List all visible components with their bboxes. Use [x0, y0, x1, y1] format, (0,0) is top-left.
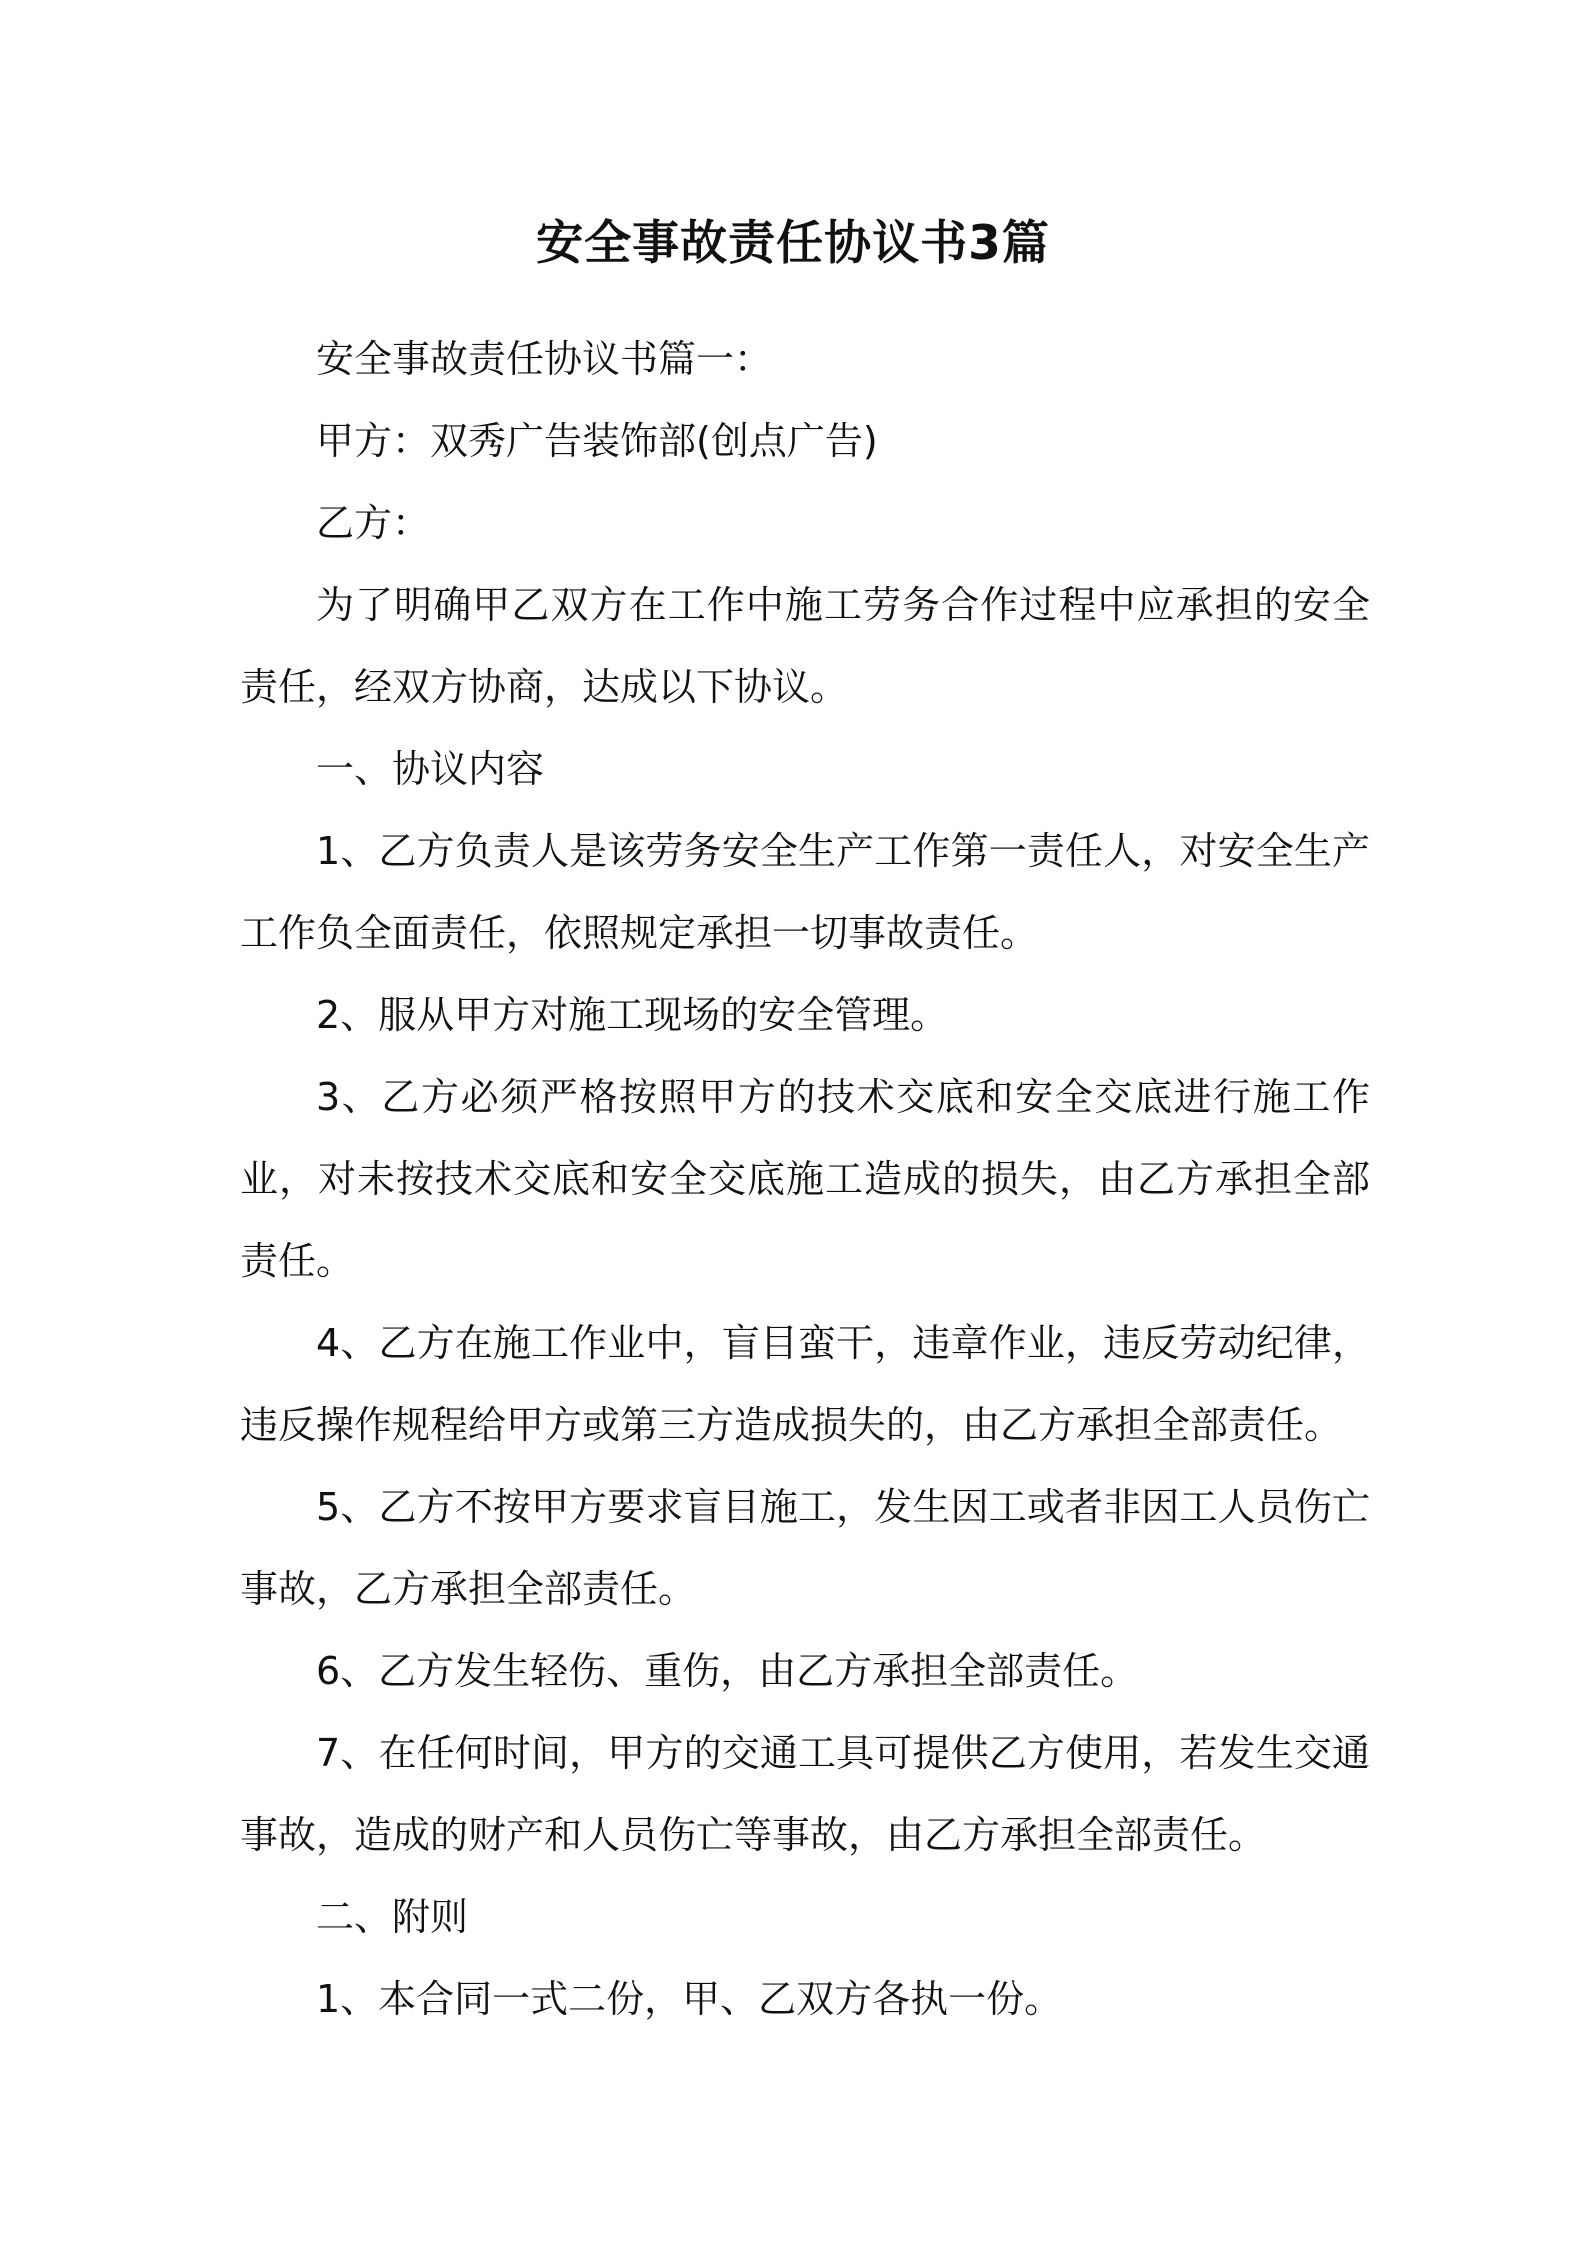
document-title: 安全事故责任协议书3篇	[536, 216, 1050, 271]
party-a-line: 甲方：双秀广告装饰部(创点广告)	[316, 419, 878, 463]
clause-6: 6、乙方发生轻伤、重伤，由乙方承担全部责任。	[316, 1649, 1139, 1693]
party-b-line: 乙方：	[316, 501, 431, 545]
agreement-content-heading: 一、协议内容	[316, 747, 545, 791]
clause-3: 3、乙方必须严格按照甲方的技术交底和安全交底进行施工作业，对未按技术交底和安全交底施工造成的损失，由乙方承担全部责任。	[240, 1075, 1370, 1283]
clause-4: 4、乙方在施工作业中，盲目蛮干，违章作业，违反劳动纪律，违反操作规程给甲方或第三方造成损失的，由乙方承担全部责任。	[240, 1321, 1370, 1447]
purpose-paragraph: 为了明确甲乙双方在工作中施工劳务合作过程中应承担的安全责任，经双方协商，达成以下协议。	[240, 583, 1370, 709]
clause-1: 1、乙方负责人是该劳务安全生产工作第一责任人，对安全生产工作负全面责任，依照规定承担一切事故责任。	[240, 829, 1370, 955]
supplementary-heading: 二、附则	[316, 1895, 469, 1939]
document-body	[240, 318, 1370, 2040]
clause-7: 7、在任何时间，甲方的交通工具可提供乙方使用，若发生交通事故，造成的财产和人员伤亡等事故，由乙方承担全部责任。	[240, 1731, 1370, 1857]
section-heading: 安全事故责任协议书篇一：	[316, 337, 773, 381]
clause-5: 5、乙方不按甲方要求盲目施工，发生因工或者非因工人员伤亡事故，乙方承担全部责任。	[240, 1485, 1370, 1611]
clause-2: 2、服从甲方对施工现场的安全管理。	[316, 993, 949, 1037]
supplementary-clause-1: 1、本合同一式二份，甲、乙双方各执一份。	[316, 1977, 1063, 2021]
